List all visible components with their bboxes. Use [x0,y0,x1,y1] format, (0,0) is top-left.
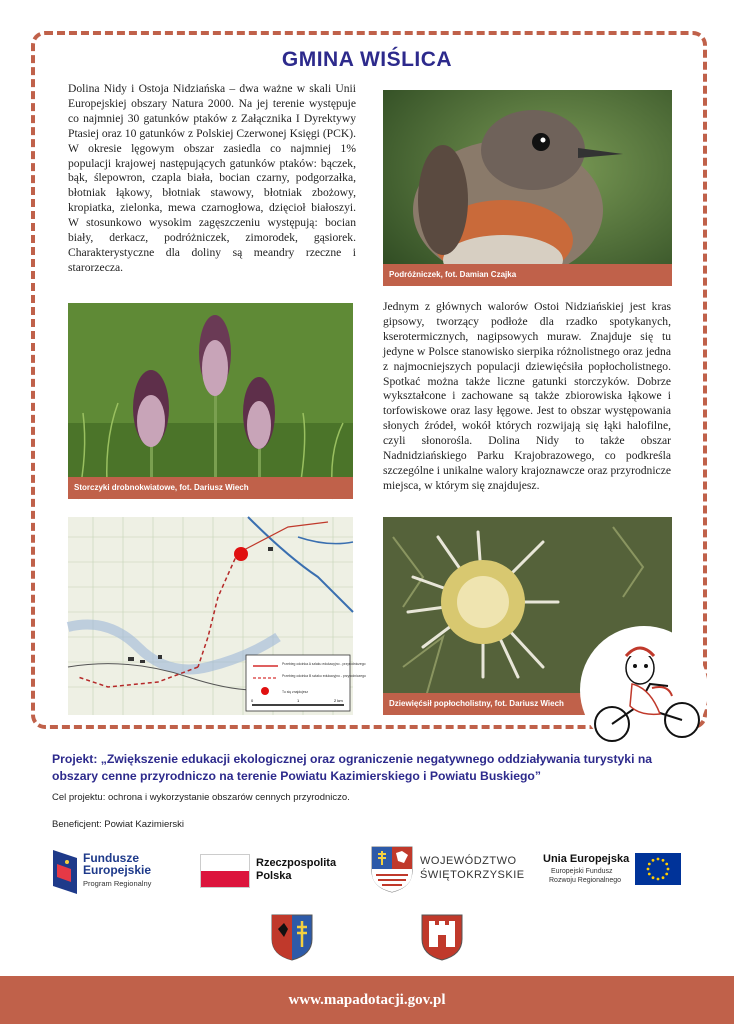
ws-line1: WOJEWÓDZTWO [420,855,517,867]
fe-line1: Fundusze [83,851,139,865]
wislica-coat-icon [420,913,464,961]
fe-line3: Program Regionalny [83,879,152,888]
orchid-caption: Storczyki drobnokwiatowe, fot. Dariusz Wiech [68,477,353,499]
rp-line2: Polska [256,870,292,882]
polish-flag-icon [200,854,250,888]
map-scale-0: 0 [251,698,254,703]
rzeczpospolita-logo [200,852,350,892]
ue-line1: Unia Europejska [543,853,630,865]
map-legend-a: Przebieg odcinka A szlaku edukacyjno - przyrodniczego [282,662,366,666]
bird-caption: Podróżniczek, fot. Damian Czajka [383,264,672,286]
ue-line3: Rozwoju Regionalnego [549,877,621,884]
cyclist-mascot [580,626,708,754]
swietokrzyskie-coat-icon [370,845,414,893]
footer-bar [0,976,734,1024]
ue-line2: Europejski Fundusz [551,868,613,875]
project-beneficiary: Beneficjent: Powiat Kazimierski [52,819,184,830]
project-title: Projekt: „Zwiększenie edukacji ekologicznej oraz ograniczenie negatywnego oddziaływania turystyki na obszary cenne przyrodniczo na terenie Powiatu Kazimierskiego i Powiatu Buskiego” [52,752,653,783]
project-goal: Cel projektu: ochrona i wykorzystanie obszarów cennych przyrodniczo. [52,792,350,803]
map-scale-2: 2 km [334,698,343,703]
bird-photo [383,90,672,286]
fe-emblem-icon [53,850,77,894]
fundusze-europejskie-logo [53,848,183,894]
wojewodztwo-logo [370,845,530,893]
map-legend-b: Przebieg odcinka B szlaku edukacyjno - przyrodniczego [282,674,366,678]
rp-line1: Rzeczpospolita [256,857,337,869]
powiat-kazimierski-coat-icon [270,913,314,961]
map-legend-here: Tu się znajdujesz [282,690,309,694]
ws-line2: ŚWIĘTOKRZYSKIE [420,869,525,881]
route-map [68,517,366,715]
eu-flag-icon [635,853,681,885]
page-title: GMINA WIŚLICA [281,48,453,71]
thistle-caption: Dziewięćsił popłocholistny, fot. Dariusz Wiech [383,693,672,715]
orchid-photo [68,303,353,499]
map-scale-1: 1 [297,698,300,703]
unia-europejska-logo [543,850,683,894]
footer-url[interactable]: www.mapadotacji.gov.pl [288,992,446,1008]
second-paragraph: Jednym z głównych walorów Ostoi Nidziańskiej jest kras gipsowy, tworzący podłoże dla rzadko spotykanych, kserotermicznych, nagipsowych muraw. Znajduje się tu jedyne w Polsce stanowisko sierpika różnolistnego oraz jedna z najmocniejszych populacji dziewięćsiła popłocholistnego. Spotkać można także liczne gatunki storczyków. Dobrze wykształcone i zachowane są także zbiorowiska łąkowe i torfowiskowe oraz lasy łęgowe. Jest to obszar występowania słonych źródeł, wokół których rozwijają się łąki halofilne, czyli słonorośla. Dolina Nidy to także obszar Nadnidziańskiego Parku Krajobrazowego, co podkreśla szczególne i unikalne walory krajoznawcze oraz przyrodnicze miejsca, w którym się znajdujesz. [383,300,671,492]
intro-paragraph: Dolina Nidy i Ostoja Nidziańska – dwa ważne w skali Unii Europejskiej obszary Natura 2000. Na jej terenie występuje co najmniej 30 gatunków ptaków z Załącznika I Dyrektywy Ptasiej oraz 10 gatunków z Polskiej Czerwonej Księgi (PCK). W okresie lęgowym obszar zasiedla co najmniej 1% populacji krajowej następujących gatunków ptaków: bączek, bąk, ślepowron, czapla biała, bocian czarny, podgorzałka, błotniak łąkowy, błotniak stawowy, błotniak zbożowy, kropiatka, zielonka, mewa czarnogłowa, dzięcioł białoszyi. W stosunkowo wysokim zagęszczeniu występują: bocian biały, derkacz, podróżniczek, zimorodek, gąsiorek. Charakterystyczne dla doliny są meandry rzeczne i starorzecza. [68,82,356,274]
fe-line2: Europejskie [83,863,152,877]
